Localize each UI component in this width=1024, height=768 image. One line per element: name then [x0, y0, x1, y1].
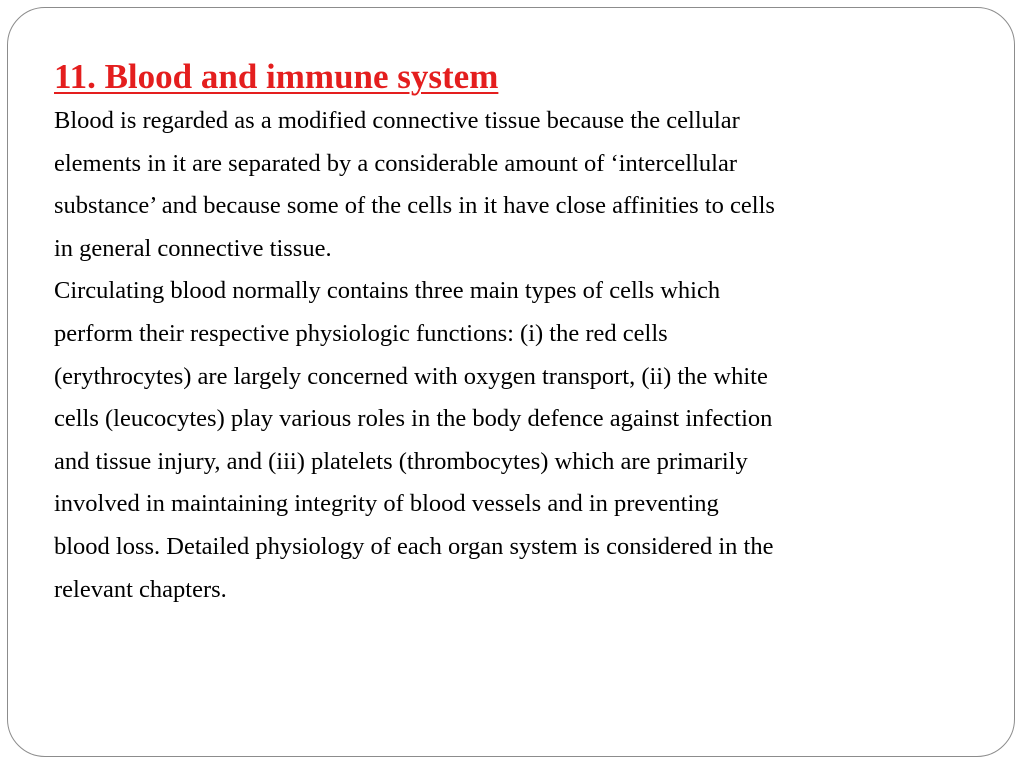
paragraph-blood-cells: [54, 270, 904, 611]
text-line: (erythrocytes) are largely concerned with oxygen transport, (ii) the white: [54, 362, 768, 390]
text-line: involved in maintaining integrity of blood vessels and in preventing: [54, 490, 719, 518]
text-line: substance’ and because some of the cells in it have close affinities to cells: [54, 192, 775, 220]
text-line: elements in it are separated by a considerable amount of ‘intercellular: [54, 149, 737, 177]
text-line: perform their respective physiologic functions: (i) the red cells: [54, 319, 668, 347]
text-line: relevant chapters.: [54, 575, 227, 603]
text-line: Circulating blood normally contains three main types of cells which: [54, 277, 721, 305]
paragraph-blood-definition: [54, 100, 904, 270]
text-line: blood loss. Detailed physiology of each organ system is considered in the: [54, 532, 774, 560]
text-line: cells (leucocytes) play various roles in the body defence against infection: [54, 405, 773, 433]
text-line: and tissue injury, and (iii) platelets (thrombocytes) which are primarily: [54, 447, 748, 475]
text-line: in general connective tissue.: [54, 234, 332, 262]
slide-frame: [7, 7, 1015, 757]
slide-title: 11. Blood and immune system: [54, 57, 499, 96]
slide-content: [54, 54, 904, 611]
text-line: Blood is regarded as a modified connective tissue because the cellular: [54, 107, 740, 134]
